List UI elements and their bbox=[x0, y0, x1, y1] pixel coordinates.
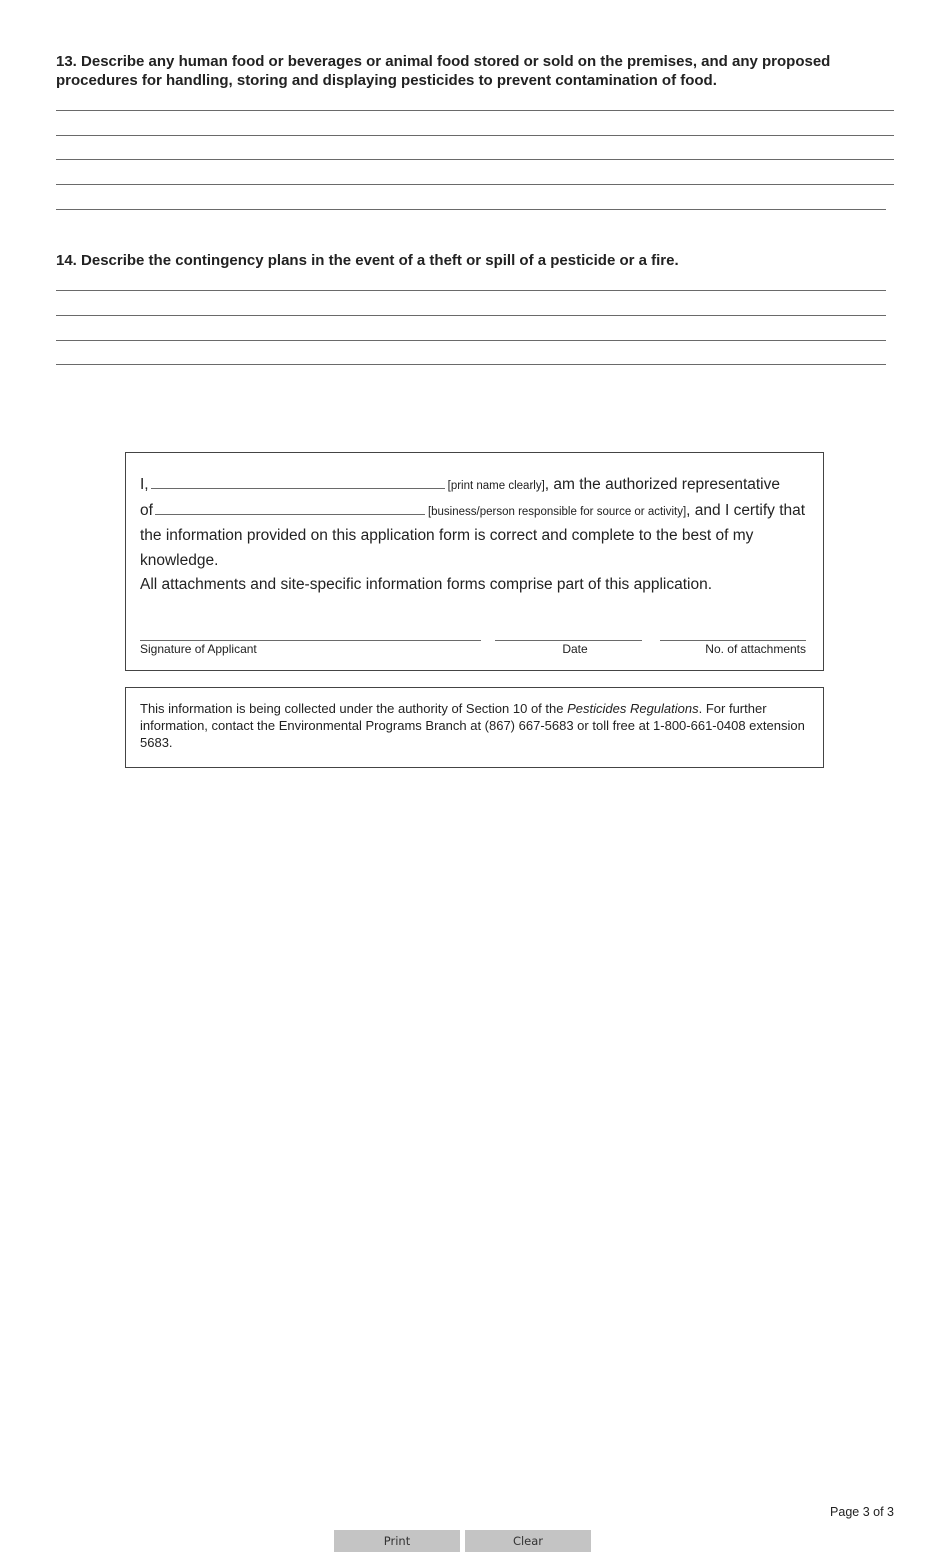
print-name-field[interactable] bbox=[151, 474, 445, 489]
date-label: Date bbox=[562, 642, 588, 656]
question-13-answer-line-3[interactable] bbox=[56, 159, 894, 160]
notice-regulation-name: Pesticides Regulations bbox=[567, 701, 699, 716]
certification-i-label: I, bbox=[140, 476, 149, 493]
signature-field[interactable] bbox=[140, 640, 481, 641]
question-13-answer-line-2[interactable] bbox=[56, 135, 894, 136]
notice-text-start: This information is being collected under the authority of Section 10 of the bbox=[140, 701, 568, 716]
certification-box bbox=[125, 452, 824, 671]
notice-text-end: . For further information, contact the Environmental Programs Branch at (867) 667-5683 or toll free at 1-800-661-0408 extension 5683. bbox=[140, 701, 805, 750]
question-13-title: 13. Describe any human food or beverages or animal food stored or sold on the premises, and any proposed procedures for handling, storing and displaying pesticides to prevent contamination of food. bbox=[56, 53, 831, 89]
collection-notice-box bbox=[125, 687, 824, 768]
certification-certify-text: , and I certify that the information provided on this application form is correct and complete to the best of my knowledge. bbox=[140, 501, 806, 569]
certification-of-label: of bbox=[140, 501, 153, 519]
print-name-hint: [print name clearly] bbox=[447, 480, 545, 492]
date-field[interactable] bbox=[495, 640, 642, 641]
certification-statement bbox=[140, 473, 812, 598]
business-name-hint: [business/person responsible for source or activity] bbox=[427, 505, 687, 518]
page-number: Page 3 of 3 bbox=[830, 1505, 894, 1519]
question-14-answer-line-4[interactable] bbox=[56, 364, 886, 365]
question-14-answer-line-1[interactable] bbox=[56, 290, 886, 291]
print-button[interactable]: Print bbox=[334, 1530, 460, 1552]
question-13-answer-line-1[interactable] bbox=[56, 110, 894, 111]
question-14-title: 14. Describe the contingency plans in the event of a theft or spill of a pesticide or a fire. bbox=[56, 252, 679, 269]
certification-representative-text: , am the authorized representative bbox=[544, 476, 780, 493]
question-13-answer-line-4[interactable] bbox=[56, 184, 894, 185]
attachments-statement: All attachments and site-specific information forms comprise part of this application. bbox=[140, 576, 713, 593]
attachments-count-label: No. of attachments bbox=[705, 642, 806, 656]
question-14-answer-line-3[interactable] bbox=[56, 340, 886, 341]
question-13-answer-line-5[interactable] bbox=[56, 209, 886, 210]
question-14-answer-line-2[interactable] bbox=[56, 315, 886, 316]
clear-button[interactable]: Clear bbox=[465, 1530, 591, 1552]
attachments-count-field[interactable] bbox=[660, 640, 806, 641]
business-name-field[interactable] bbox=[155, 500, 425, 515]
signature-label: Signature of Applicant bbox=[140, 642, 257, 656]
